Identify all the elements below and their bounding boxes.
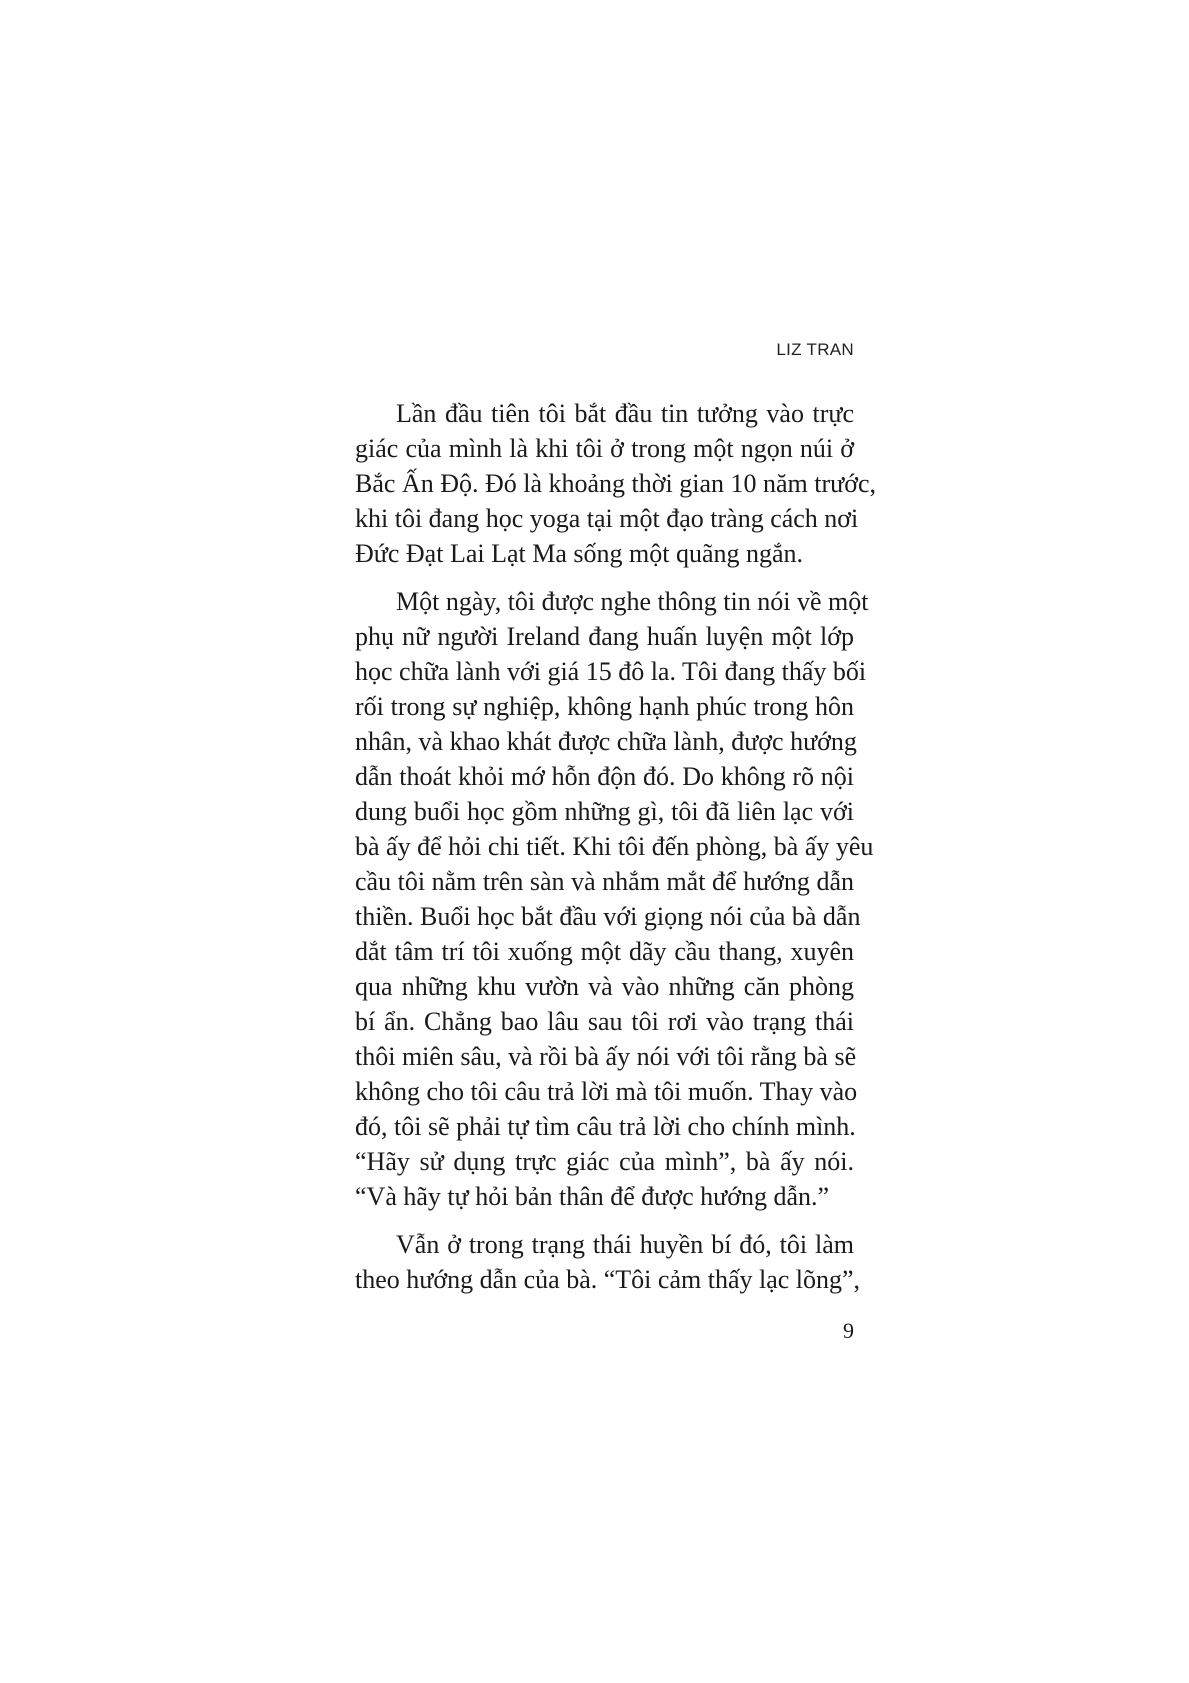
text-line: thôi miên sâu, và rồi bà ấy nói với tôi rằng bà sẽ xyxy=(355,1042,857,1071)
paragraph-3 xyxy=(355,1227,861,1297)
text-line: thiền. Buổi học bắt đầu với giọng nói của bà dẫn xyxy=(355,902,861,931)
text-line: Bắc Ấn Độ. Đó là khoảng thời gian 10 năm trước, xyxy=(355,469,877,498)
paragraph-1 xyxy=(355,396,877,571)
running-header-author: LIZ TRAN xyxy=(776,340,854,359)
text-line: dung buổi học gồm những gì, tôi đã liên lạc với xyxy=(355,797,854,826)
text-line: rối trong sự nghiệp, không hạnh phúc trong hôn xyxy=(355,692,854,721)
text-line: không cho tôi câu trả lời mà tôi muốn. Thay vào xyxy=(355,1077,858,1106)
text-line: khi tôi đang học yoga tại một đạo tràng cách nơi xyxy=(355,504,859,533)
text-line: bí ẩn. Chẳng bao lâu sau tôi rơi vào trạng thái xyxy=(355,1007,854,1036)
text-line: phụ nữ người Ireland đang huấn luyện một lớp xyxy=(355,622,854,651)
text-line: giác của mình là khi tôi ở trong một ngọn núi ở xyxy=(355,434,854,463)
page-number: 9 xyxy=(843,1318,854,1343)
text-line: Vẫn ở trong trạng thái huyền bí đó, tôi làm xyxy=(396,1230,854,1259)
text-line: theo hướng dẫn của bà. “Tôi cảm thấy lạc lõng”, xyxy=(355,1265,861,1294)
text-line: Đức Đạt Lai Lạt Ma sống một quãng ngắn. xyxy=(355,539,804,568)
text-line: nhân, và khao khát được chữa lành, được hướng xyxy=(355,727,857,756)
body-text xyxy=(355,396,877,1310)
text-line: bà ấy để hỏi chi tiết. Khi tôi đến phòng, bà ấy yêu xyxy=(355,832,874,861)
text-line: dắt tâm trí tôi xuống một dãy cầu thang, xuyên xyxy=(355,937,854,966)
text-line: cầu tôi nằm trên sàn và nhắm mắt để hướng dẫn xyxy=(355,867,854,896)
text-line: qua những khu vườn và vào những căn phòng xyxy=(355,972,854,1001)
text-line: đó, tôi sẽ phải tự tìm câu trả lời cho chính mình. xyxy=(355,1112,856,1141)
text-line: Lần đầu tiên tôi bắt đầu tin tưởng vào trực xyxy=(396,399,854,428)
text-line: “Hãy sử dụng trực giác của mình”, bà ấy nói. xyxy=(355,1147,854,1176)
text-line: Một ngày, tôi được nghe thông tin nói về một xyxy=(396,587,869,616)
text-line: dẫn thoát khỏi mớ hỗn độn đó. Do không rõ nội xyxy=(355,762,854,791)
text-line: học chữa lành với giá 15 đô la. Tôi đang thấy bối xyxy=(355,657,867,686)
paragraph-2 xyxy=(355,584,874,1214)
text-line: “Và hãy tự hỏi bản thân để được hướng dẫn.” xyxy=(355,1182,830,1211)
